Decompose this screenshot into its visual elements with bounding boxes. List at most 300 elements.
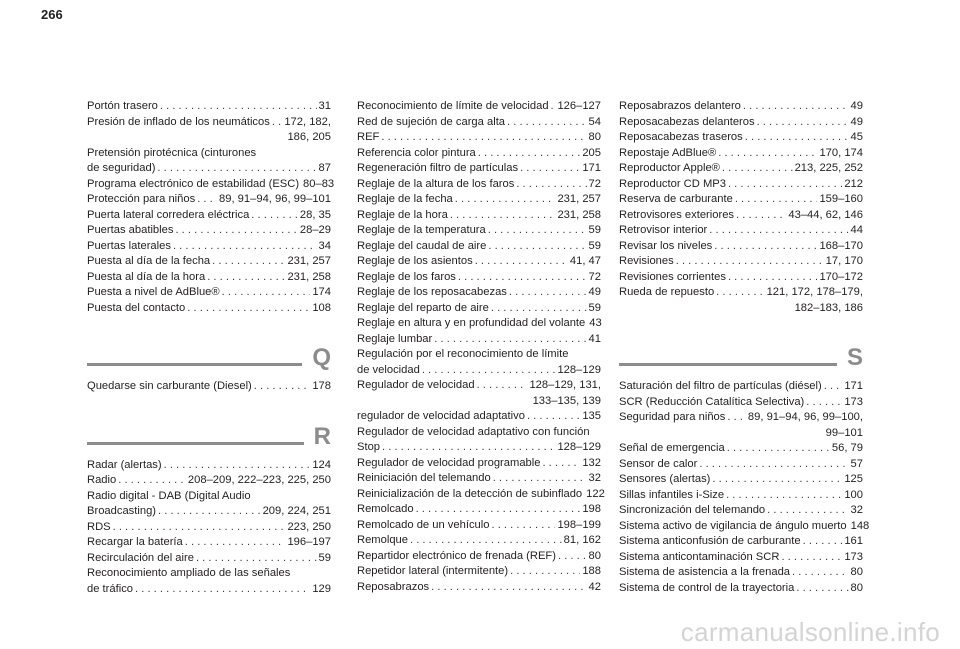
index-entry	[87, 551, 331, 567]
index-line	[357, 456, 601, 472]
dot-leader	[222, 285, 311, 301]
index-entry	[357, 487, 605, 503]
index-term: Puesta al día de la hora	[87, 270, 206, 283]
index-line	[87, 379, 331, 395]
page-refs: 170, 174	[819, 146, 863, 159]
page-refs: 129	[312, 582, 331, 595]
index-entry	[357, 115, 601, 131]
index-line	[619, 239, 863, 255]
index-line	[357, 580, 601, 596]
index-line	[87, 177, 335, 193]
index-term: Portón trasero	[87, 100, 158, 112]
index-entry	[357, 192, 601, 208]
dot-leader	[551, 99, 556, 115]
page-refs: 28, 35	[299, 208, 331, 221]
index-entry	[619, 472, 863, 488]
index-entry	[619, 519, 870, 535]
dot-leader	[757, 115, 849, 131]
index-entry	[619, 99, 863, 115]
index-line	[87, 458, 331, 474]
index-entry	[619, 457, 863, 473]
dot-leader	[803, 534, 843, 550]
dot-leader	[516, 177, 586, 193]
dot-leader	[736, 208, 786, 224]
index-line	[619, 254, 863, 270]
index-entry	[357, 564, 601, 580]
page-refs: 173	[844, 550, 863, 563]
index-term: Remolcado de un vehículo	[357, 518, 490, 531]
page-refs: 196–197	[287, 536, 331, 548]
index-term: Revisiones corrientes	[619, 270, 726, 283]
index-term: Revisar los niveles	[619, 239, 713, 252]
dot-leader	[254, 379, 311, 395]
index-term: Reproductor CD MP3	[619, 177, 726, 190]
index-line	[357, 208, 601, 224]
index-entry	[619, 285, 863, 316]
dot-leader	[709, 223, 848, 239]
index-entry	[87, 115, 331, 146]
index-line	[619, 115, 863, 131]
index-line	[619, 192, 863, 208]
page-refs: 80	[588, 549, 601, 562]
index-term: Reiniciación del telemando	[357, 472, 491, 484]
index-line	[619, 565, 863, 581]
index-line	[87, 99, 331, 115]
index-entry	[357, 471, 601, 487]
index-term: RDS	[87, 520, 111, 533]
dot-leader	[160, 99, 317, 115]
page-refs: 171	[844, 380, 863, 392]
page-refs: 57	[850, 457, 863, 470]
page-refs: 89, 91–94, 96, 99–101	[219, 193, 331, 205]
index-term: Reglaje de los faros	[357, 270, 456, 283]
dot-leader	[212, 254, 285, 270]
index-entry	[357, 580, 601, 596]
index-term: Recirculación del aire	[87, 551, 194, 564]
index-term: Sistema anticonfusión de carburante	[619, 535, 801, 547]
index-term: Reserva de carburante	[619, 193, 733, 205]
dot-leader	[478, 146, 581, 162]
index-term: Reglaje de la fecha	[357, 193, 453, 205]
index-entry	[87, 208, 331, 224]
page-refs: 32	[588, 472, 601, 484]
dot-leader	[722, 161, 793, 177]
index-term: Reglaje de la hora	[357, 208, 448, 221]
index-line	[357, 533, 601, 549]
page-refs: 108	[312, 301, 331, 314]
page-refs: 122	[586, 487, 605, 500]
page-refs: 41, 47	[569, 255, 601, 267]
dot-leader	[187, 301, 310, 317]
page-refs: 223, 250	[287, 520, 331, 533]
index-term: Puertas laterales	[87, 239, 171, 252]
page-refs: 121, 172, 178–179,	[766, 286, 863, 298]
index-term: REF	[357, 131, 380, 143]
page-refs: 59	[588, 224, 601, 236]
index-line	[357, 285, 601, 301]
page-refs: 231, 257	[557, 193, 601, 205]
index-term: Reproductor Apple®	[619, 162, 720, 174]
index-term: Stop	[357, 441, 381, 453]
index-term: Programa electrónico de estabilidad (ESC)	[87, 177, 300, 190]
index-term: Puerta lateral corredera eléctrica	[87, 208, 250, 221]
index-term: Reinicialización de la detección de subinflado	[357, 487, 583, 500]
watermark: carmanualsonline.info	[680, 617, 940, 647]
index-entry	[357, 425, 601, 456]
section-header-s	[619, 346, 863, 370]
dot-leader	[699, 457, 848, 473]
index-line	[357, 549, 601, 565]
index-line	[87, 192, 331, 208]
page-refs-continued: 182–183, 186	[794, 301, 863, 314]
index-entry	[87, 458, 331, 474]
dot-leader	[716, 285, 764, 301]
index-term: Repetidor lateral (intermitente)	[357, 565, 509, 577]
index-entry	[357, 254, 601, 270]
index-term: regulador de velocidad adaptativo	[357, 410, 525, 422]
page-refs: 28–29	[299, 224, 331, 236]
section-header-r	[87, 422, 331, 450]
dot-leader	[431, 580, 586, 596]
page-refs: 59	[588, 239, 601, 252]
index-term: Sensores (alertas)	[619, 473, 711, 485]
index-entry	[619, 395, 863, 411]
index-entry	[87, 223, 331, 239]
section-divider	[87, 442, 304, 445]
index-line	[87, 161, 331, 177]
index-line	[619, 503, 863, 519]
index-term: Reconocimiento ampliado de las señales	[87, 567, 291, 579]
page-refs: 198–199	[557, 518, 601, 531]
index-term: Rueda de repuesto	[619, 286, 715, 298]
page-refs: 49	[850, 115, 863, 128]
index-term: Red de sujeción de carga alta	[357, 115, 506, 128]
index-line	[619, 395, 863, 411]
index-entry	[357, 239, 601, 255]
index-entry	[357, 518, 601, 534]
dot-leader	[726, 488, 842, 504]
index-entry	[87, 520, 331, 536]
dot-leader	[477, 378, 528, 394]
index-line	[619, 146, 863, 162]
index-line	[619, 208, 863, 224]
index-line	[357, 192, 601, 208]
index-entry	[619, 534, 863, 550]
index-entry	[87, 146, 331, 177]
dot-leader	[767, 503, 848, 519]
page-refs: 174	[312, 286, 331, 298]
page-refs: 31	[318, 100, 331, 112]
dot-leader	[727, 410, 746, 426]
page-refs: 231, 257	[287, 255, 331, 267]
index-entry	[87, 473, 331, 489]
index-entry	[357, 99, 601, 115]
dot-leader	[491, 301, 587, 317]
dot-leader	[488, 239, 586, 255]
index-line	[619, 99, 863, 115]
page-refs: 41	[588, 332, 601, 345]
index-line	[87, 535, 331, 551]
index-term: Radar (alertas)	[87, 458, 162, 471]
index-line	[357, 564, 601, 580]
index-entry	[87, 566, 331, 597]
dot-leader	[173, 239, 317, 255]
page-refs: 80	[588, 131, 601, 143]
dot-leader	[118, 473, 186, 489]
dot-leader	[185, 535, 286, 551]
index-term: de tráfico	[87, 582, 134, 595]
index-entry	[87, 254, 331, 270]
index-term: Reconocimiento de límite de velocidad	[357, 100, 549, 112]
index-line	[619, 519, 870, 535]
index-entry	[357, 177, 601, 193]
index-entry	[87, 239, 331, 255]
index-entry	[357, 130, 601, 146]
index-term: de seguridad)	[87, 162, 156, 174]
index-term: Protección para niños	[87, 193, 196, 205]
index-entry	[87, 379, 331, 395]
index-entry	[357, 378, 601, 409]
index-line	[87, 223, 331, 239]
index-entry	[619, 581, 863, 597]
page-refs: 159–160	[819, 193, 863, 205]
index-entry	[357, 146, 601, 162]
index-entry	[619, 270, 863, 286]
page-refs: 161	[844, 535, 863, 547]
dot-leader	[718, 146, 817, 162]
index-term: de velocidad	[357, 363, 420, 376]
page-refs: 171	[582, 162, 601, 174]
page-refs: 54	[588, 115, 601, 128]
index-term: Pretensión pirotécnica (cinturones	[87, 146, 257, 159]
index-term: Remolque	[357, 534, 408, 546]
index-line	[357, 409, 601, 425]
dot-leader	[728, 270, 817, 286]
index-term: Sensor de calor	[619, 457, 698, 470]
page-refs: 128–129	[557, 363, 601, 376]
page-refs: 128–129, 131,	[529, 379, 601, 391]
page-refs: 72	[588, 177, 601, 190]
dot-leader	[416, 502, 581, 518]
index-term: Remolcado	[357, 503, 414, 515]
page-refs: 80	[850, 581, 863, 594]
page-refs: 56, 79	[831, 442, 863, 454]
index-line	[87, 208, 331, 224]
index-entry	[619, 379, 863, 395]
index-entry	[619, 441, 863, 457]
page-refs: 128–129	[557, 441, 601, 453]
index-term: SCR (Reducción Catalítica Selectiva)	[619, 395, 805, 408]
dot-leader	[806, 395, 842, 411]
index-term: Seguridad para niños	[619, 411, 726, 423]
index-term: Sillas infantiles i-Size	[619, 488, 725, 501]
page-refs: 198	[582, 503, 601, 515]
dot-leader	[520, 161, 580, 177]
dot-leader	[714, 239, 817, 255]
index-entry	[87, 177, 335, 193]
page-refs: 173	[844, 395, 863, 408]
index-entry	[87, 99, 331, 115]
page-refs: 135	[582, 410, 601, 422]
page-refs: 172, 182,	[284, 115, 331, 128]
page-refs-continued: 133–135, 139	[532, 394, 601, 407]
index-term: Sistema anticontaminación SCR	[619, 550, 780, 563]
dot-leader	[712, 472, 842, 488]
index-entry	[619, 488, 863, 504]
dot-leader	[491, 518, 555, 534]
index-line	[87, 301, 331, 317]
page-refs: 178	[312, 380, 331, 392]
index-entry	[619, 146, 863, 162]
index-line	[357, 301, 601, 317]
page-refs: 59	[318, 551, 331, 564]
page-refs: 126–127	[557, 100, 601, 112]
dot-leader	[434, 332, 586, 348]
index-term: Revisiones	[619, 255, 674, 267]
section-letter: Q	[312, 344, 331, 371]
index-entry	[357, 285, 601, 301]
index-term: Regulador de velocidad adaptativo con función	[357, 425, 590, 438]
page-refs: 43	[589, 317, 602, 329]
index-term: Regulación por el reconocimiento de límite	[357, 348, 569, 360]
dot-leader	[558, 549, 587, 565]
index-entry	[357, 332, 601, 348]
index-line	[619, 130, 863, 146]
dot-leader	[382, 440, 555, 456]
dot-leader	[510, 564, 580, 580]
dot-leader	[781, 550, 842, 566]
dot-leader	[113, 520, 286, 536]
page-refs: 231, 258	[557, 208, 601, 221]
dot-leader	[455, 192, 556, 208]
index-entry	[619, 130, 863, 146]
index-entry	[619, 192, 863, 208]
page-refs: 208–209, 222–223, 225, 250	[187, 474, 331, 486]
index-line	[357, 177, 601, 193]
index-term: Radio digital - DAB (Digital Audio	[87, 489, 251, 502]
index-term: Reglaje de la altura de los faros	[357, 177, 515, 190]
index-term: Puesta del contacto	[87, 301, 186, 314]
index-line	[87, 473, 331, 489]
page-refs: 148	[850, 519, 870, 532]
page-refs: 80	[850, 566, 863, 578]
dot-leader	[509, 285, 587, 301]
index-line	[87, 582, 331, 598]
page-refs: 209, 224, 251	[262, 505, 331, 517]
index-term: Reposabrazos	[357, 580, 430, 593]
dot-leader	[792, 565, 849, 581]
page-refs: 212	[844, 177, 863, 190]
index-entry	[87, 489, 331, 520]
index-term: Retrovisor interior	[619, 224, 708, 236]
index-line	[619, 410, 863, 426]
index-entry	[87, 270, 331, 286]
index-entry	[357, 533, 601, 549]
index-term: Presión de inflado de los neumáticos	[87, 115, 270, 128]
index-term: Puesta a nivel de AdBlue®	[87, 286, 220, 298]
index-line	[87, 551, 331, 567]
index-line	[357, 378, 601, 394]
index-line	[619, 488, 863, 504]
index-line	[357, 502, 601, 518]
index-entry	[357, 347, 601, 378]
dot-leader	[728, 177, 842, 193]
index-term: Reglaje de los reposacabezas	[357, 286, 507, 298]
page-refs: 49	[850, 100, 863, 112]
page-refs: 43–44, 62, 146	[788, 208, 863, 221]
page-refs: 59	[588, 301, 601, 314]
page-refs: 231, 258	[287, 270, 331, 283]
dot-leader	[135, 582, 310, 598]
index-entry	[357, 223, 601, 239]
index-entry	[619, 503, 863, 519]
page-refs: 213, 225, 252	[794, 162, 863, 174]
page-refs: 49	[588, 286, 601, 298]
page-refs: 72	[588, 270, 601, 283]
index-line	[619, 270, 863, 286]
index-line	[619, 534, 863, 550]
page-refs: 32	[850, 504, 863, 516]
dot-leader	[676, 254, 824, 270]
index-entry	[87, 535, 331, 551]
index-entry	[87, 285, 331, 301]
page-refs: 42	[588, 580, 601, 593]
index-line	[357, 223, 601, 239]
index-entry	[619, 239, 863, 255]
dot-leader	[458, 270, 587, 286]
index-term: Reglaje del reparto de aire	[357, 301, 489, 314]
index-term: Puertas abatibles	[87, 224, 174, 236]
index-term: Sistema de asistencia a la frenada	[619, 566, 791, 578]
page-refs: 45	[850, 131, 863, 143]
index-column-2	[357, 99, 605, 595]
page-refs: 125	[844, 473, 863, 485]
dot-leader	[381, 130, 586, 146]
index-entry	[357, 502, 601, 518]
index-line	[357, 99, 601, 115]
index-line	[357, 440, 601, 456]
page-refs: 124	[312, 458, 331, 471]
dot-leader	[422, 363, 556, 379]
page-refs: 100	[844, 488, 863, 501]
dot-leader	[796, 581, 848, 597]
index-term: Sincronización del telemando	[619, 504, 766, 516]
index-entry	[619, 115, 863, 131]
index-term: Radio	[87, 474, 117, 486]
index-line	[87, 270, 331, 286]
index-term: Reglaje lumbar	[357, 332, 433, 345]
index-term: Regeneración filtro de partículas	[357, 162, 519, 174]
index-entry	[357, 301, 601, 317]
index-column-3	[619, 99, 870, 596]
index-entry	[357, 456, 601, 472]
page-refs: 44	[850, 224, 863, 236]
dot-leader	[542, 456, 580, 472]
page-refs: 205	[582, 146, 601, 159]
page-refs: 80–83	[303, 177, 335, 190]
dot-leader	[824, 379, 843, 395]
index-line	[357, 332, 601, 348]
index-line	[619, 441, 863, 457]
index-entry	[619, 223, 863, 239]
index-term: Regulador de velocidad programable	[357, 456, 541, 469]
dot-leader	[527, 409, 580, 425]
index-line	[87, 115, 331, 131]
index-term: Recargar la batería	[87, 536, 183, 548]
index-line	[87, 504, 331, 520]
index-line	[87, 285, 331, 301]
page-refs: 188	[582, 565, 601, 577]
